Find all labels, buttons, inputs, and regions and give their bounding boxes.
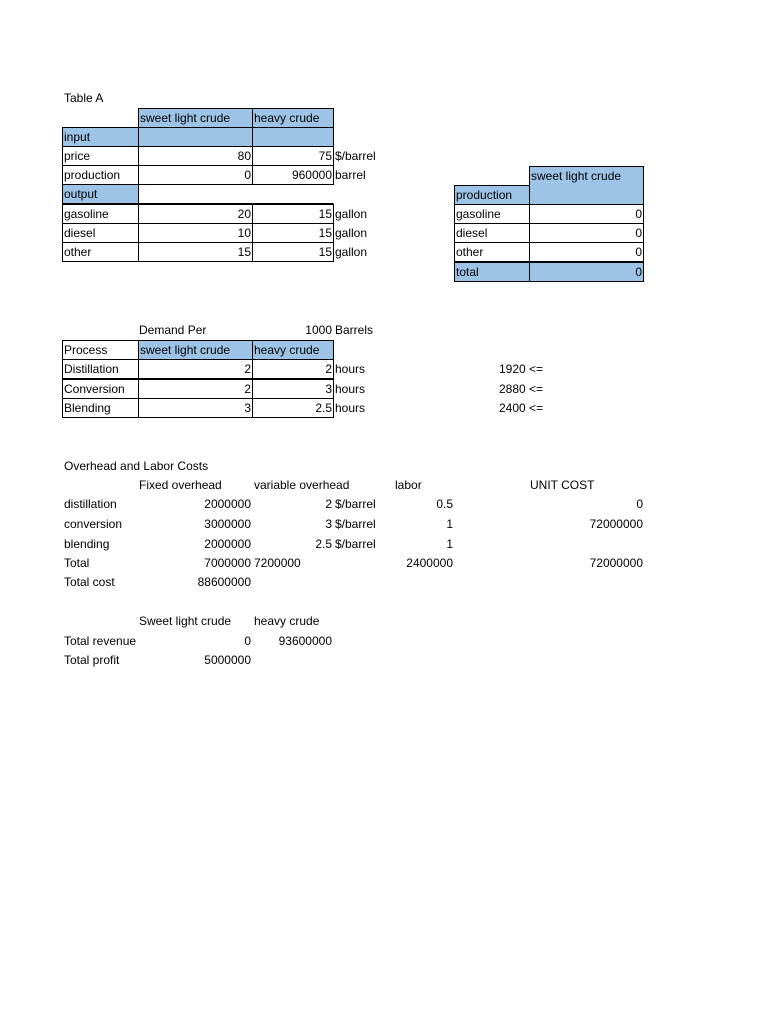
table-a-output-label[interactable]: output [62, 184, 139, 204]
production-total-label[interactable]: total [454, 262, 530, 282]
overhead-row-label: distillation [64, 497, 117, 511]
demand-cell[interactable]: 3 [252, 379, 334, 399]
unit-label: barrel [335, 168, 366, 182]
demand-per-value: 1000 [305, 323, 332, 337]
table-a-header-heavy[interactable]: heavy crude [252, 108, 334, 128]
table-a-cell[interactable]: 75 [252, 146, 334, 166]
overhead-unit-cost: 72000000 [589, 517, 643, 531]
production-header-label[interactable]: production [454, 185, 530, 205]
total-profit-value: 5000000 [204, 653, 251, 667]
demand-header-process[interactable]: Process [62, 340, 139, 360]
unit-label: $/barrel [335, 517, 376, 531]
overhead-header-variable: variable overhead [254, 478, 350, 492]
demand-cell[interactable]: 2.5 [252, 398, 334, 418]
table-a-row-label[interactable]: gasoline [62, 204, 139, 224]
overhead-title: Overhead and Labor Costs [64, 459, 209, 473]
overhead-fixed: 3000000 [204, 517, 251, 531]
overhead-fixed: 2000000 [204, 537, 251, 551]
overhead-header-labor: labor [395, 478, 422, 492]
demand-header-sweet[interactable]: sweet light crude [138, 340, 253, 360]
overhead-total-variable: 7200000 [254, 556, 301, 570]
unit-label: $/barrel [335, 149, 376, 163]
overhead-variable: 3 [325, 517, 332, 531]
table-a-title: Table A [64, 91, 104, 105]
overhead-row-label: blending [64, 537, 110, 551]
table-a-cell[interactable]: 960000 [252, 165, 334, 185]
table-a-cell[interactable]: 80 [138, 146, 253, 166]
table-a-input-label[interactable]: input [62, 127, 139, 147]
production-cell[interactable]: 0 [529, 242, 644, 262]
overhead-unit-cost: 0 [636, 497, 643, 511]
total-revenue-sweet: 0 [244, 634, 251, 648]
demand-per-label: Demand Per [139, 323, 207, 337]
total-profit-label: Total profit [64, 653, 120, 667]
overhead-labor: 0.5 [436, 497, 453, 511]
table-a-cell[interactable]: 15 [252, 223, 334, 243]
table-a-cell[interactable]: 0 [138, 165, 253, 185]
demand-cell[interactable]: 3 [138, 398, 253, 418]
table-a-cell[interactable]: 15 [252, 242, 334, 262]
overhead-fixed: 2000000 [204, 497, 251, 511]
summary-header-heavy: heavy crude [254, 614, 320, 628]
table-a-output-cell[interactable] [252, 184, 334, 204]
overhead-variable: 2 [325, 497, 332, 511]
table-a-row-label[interactable]: other [62, 242, 139, 262]
unit-label: gallon [335, 226, 368, 240]
table-a-row-label[interactable]: price [62, 146, 139, 166]
demand-per-unit: Barrels [335, 323, 374, 337]
production-cell[interactable]: 0 [529, 223, 644, 243]
demand-limit: 1920 <= [499, 362, 544, 376]
unit-label: $/barrel [335, 497, 376, 511]
table-a-input-cell[interactable] [252, 127, 334, 147]
table-a-header-sweet[interactable]: sweet light crude [138, 108, 253, 128]
overhead-labor: 1 [446, 517, 453, 531]
overhead-labor: 1 [446, 537, 453, 551]
table-a-row-label[interactable]: production [62, 165, 139, 185]
unit-label: hours [335, 362, 366, 376]
production-row-label[interactable]: gasoline [454, 204, 530, 224]
table-a-input-cell[interactable] [138, 127, 253, 147]
table-a-cell[interactable]: 15 [252, 204, 334, 224]
demand-limit: 2880 <= [499, 382, 544, 396]
overhead-total-unit-cost: 72000000 [589, 556, 643, 570]
unit-label: $/barrel [335, 537, 376, 551]
summary-header-sweet: Sweet light crude [139, 614, 232, 628]
overhead-row-label: conversion [64, 517, 123, 531]
demand-cell[interactable]: 2 [138, 359, 253, 379]
overhead-total-fixed: 7000000 [204, 556, 251, 570]
production-cell[interactable]: 0 [529, 204, 644, 224]
production-header-sweet[interactable]: sweet light crude [529, 166, 644, 205]
table-a-cell[interactable]: 15 [138, 242, 253, 262]
production-total-value[interactable]: 0 [529, 262, 644, 282]
production-row-label[interactable]: diesel [454, 223, 530, 243]
table-a-cell[interactable]: 20 [138, 204, 253, 224]
production-row-label[interactable]: other [454, 242, 530, 262]
demand-cell[interactable]: 2 [138, 379, 253, 399]
unit-label: gallon [335, 207, 368, 221]
demand-row-label[interactable]: Distillation [62, 359, 139, 379]
table-a-output-cell[interactable] [138, 184, 253, 204]
demand-row-label[interactable]: Conversion [62, 379, 139, 399]
overhead-total-label: Total [64, 556, 90, 570]
overhead-total-labor: 2400000 [406, 556, 453, 570]
total-revenue-heavy: 93600000 [278, 634, 332, 648]
overhead-variable: 2.5 [315, 537, 332, 551]
demand-row-label[interactable]: Blending [62, 398, 139, 418]
demand-header-heavy[interactable]: heavy crude [252, 340, 334, 360]
total-revenue-label: Total revenue [64, 634, 137, 648]
overhead-header-fixed: Fixed overhead [139, 478, 222, 492]
unit-label: hours [335, 382, 366, 396]
unit-label: hours [335, 401, 366, 415]
demand-limit: 2400 <= [499, 401, 544, 415]
table-a-row-label[interactable]: diesel [62, 223, 139, 243]
overhead-header-unit-cost: UNIT COST [530, 478, 595, 492]
unit-label: gallon [335, 245, 368, 259]
total-cost-value: 88600000 [197, 575, 251, 589]
table-a-cell[interactable]: 10 [138, 223, 253, 243]
total-cost-label: Total cost [64, 575, 115, 589]
demand-cell[interactable]: 2 [252, 359, 334, 379]
